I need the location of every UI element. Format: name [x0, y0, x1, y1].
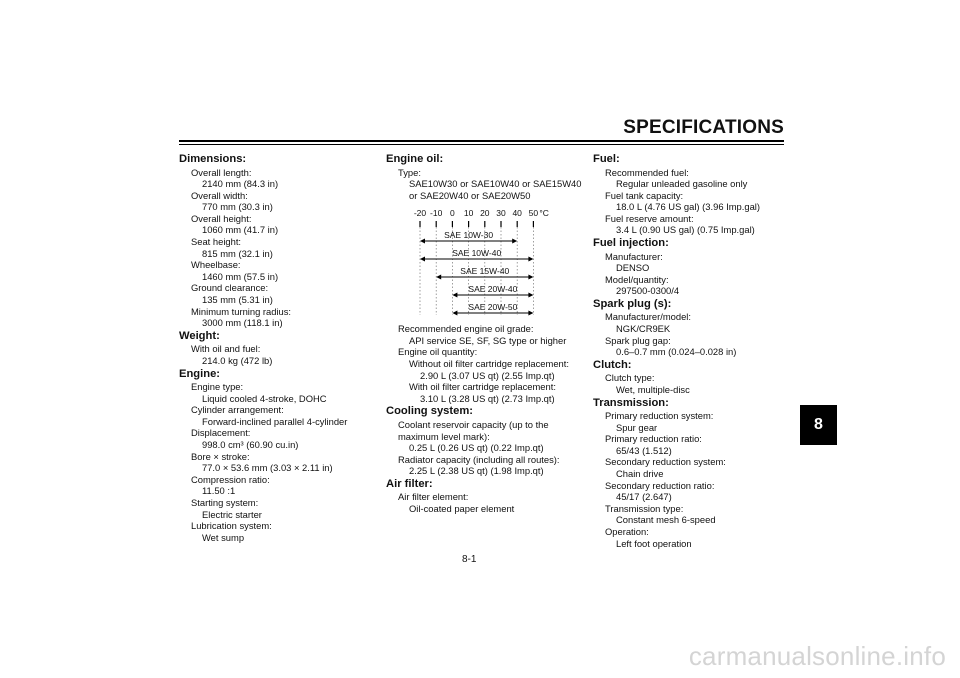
spec-line: 65/43 (1.512) — [616, 444, 672, 456]
spec-line: Wet, multiple-disc — [616, 383, 690, 395]
spec-line: 3.4 L (0.90 US gal) (0.75 Imp.gal) — [616, 224, 755, 236]
spec-line: Fuel reserve amount: — [605, 212, 694, 224]
spec-line: 2.25 L (2.38 US qt) (1.98 Imp.qt) — [409, 465, 544, 477]
spec-line: Constant mesh 6-speed — [616, 514, 716, 526]
oil-details-section — [386, 323, 586, 514]
chart-tick-label: 0 — [450, 208, 455, 219]
section-heading: Weight: — [179, 329, 220, 342]
column-left — [179, 152, 364, 543]
chart-tick-label: 30 — [496, 208, 506, 219]
chart-unit-label: °C — [539, 208, 549, 219]
spec-line: Primary reduction ratio: — [605, 433, 702, 445]
spec-line: 1060 mm (41.7 in) — [202, 224, 279, 236]
spec-line: Engine type: — [191, 381, 244, 392]
spec-line: Left foot operation — [616, 537, 692, 549]
page-title: SPECIFICATIONS — [623, 117, 784, 138]
spec-line: 0.25 L (0.26 US qt) (0.22 Imp.qt) — [409, 442, 544, 454]
spec-line: Regular unleaded gasoline only — [616, 178, 748, 190]
spec-line: 18.0 L (4.76 US gal) (3.96 Imp.gal) — [616, 201, 760, 213]
spec-line: With oil filter cartridge replacement: — [409, 381, 556, 393]
spec-line: 3000 mm (118.1 in) — [202, 317, 283, 329]
spec-line: Recommended engine oil grade: — [398, 323, 534, 335]
spec-line: Type: — [398, 166, 421, 178]
spec-line: Oil-coated paper element — [409, 503, 515, 514]
chart-arrow-right — [528, 275, 533, 280]
spec-line: Recommended fuel: — [605, 166, 689, 178]
spec-line: Without oil filter cartridge replacement: — [409, 358, 569, 370]
column-right — [593, 152, 778, 549]
header-rule — [179, 140, 784, 142]
spec-line: API service SE, SF, SG type or higher — [409, 334, 567, 346]
spec-line: Model/quantity: — [605, 273, 669, 285]
section-heading: Air filter: — [386, 477, 433, 490]
chart-grade-label: SAE 10W-30 — [444, 230, 494, 241]
chart-tick-label: 10 — [463, 208, 474, 219]
spec-line: Starting system: — [191, 496, 259, 508]
spec-line: Overall length: — [191, 166, 252, 178]
spec-line: Lubrication system: — [191, 520, 272, 532]
spec-line: 45/17 (2.647) — [616, 491, 672, 503]
chart-tick-label: -20 — [413, 208, 427, 219]
chart-arrow-left — [436, 275, 441, 280]
chart-arrow-right — [512, 239, 517, 244]
section-heading: Fuel: — [593, 153, 620, 165]
chapter-tab[interactable]: 8 — [800, 405, 837, 445]
oil-viscosity-chart — [398, 207, 568, 319]
spec-line: Ground clearance: — [191, 282, 269, 294]
section-heading: Engine: — [179, 367, 221, 380]
chart-grade-label: SAE 15W-40 — [460, 266, 510, 277]
spec-line: With oil and fuel: — [191, 343, 261, 355]
spec-line: Spur gear — [616, 421, 658, 433]
section-heading: Dimensions: — [179, 153, 247, 165]
header-rule-thin — [179, 144, 784, 145]
chart-tick-label: -10 — [430, 208, 443, 219]
spec-line: Primary reduction system: — [605, 410, 714, 421]
spec-line: 998.0 cm³ (60.90 cu.in) — [202, 438, 299, 450]
spec-line: 2.90 L (3.07 US qt) (2.55 Imp.qt) — [420, 369, 555, 381]
spec-line: 2140 mm (84.3 in) — [202, 178, 279, 190]
spec-line: Manufacturer/model: — [605, 311, 691, 323]
spec-line: DENSO — [616, 262, 650, 274]
spec-line: Wet sump — [202, 531, 245, 543]
spec-line: Spark plug gap: — [605, 334, 671, 346]
section-heading: Fuel injection: — [593, 237, 669, 250]
engine-oil-section — [386, 153, 586, 201]
spec-line: Air filter element: — [398, 491, 469, 503]
chart-arrow-left — [452, 293, 457, 298]
spec-line: 11.50 :1 — [202, 485, 236, 497]
spec-line: Bore × stroke: — [191, 450, 250, 462]
spec-line: Electric starter — [202, 508, 262, 520]
chart-grade-label: SAE 20W-50 — [468, 302, 518, 313]
spec-line: Radiator capacity (including all routes): — [398, 453, 560, 465]
spec-line: Manufacturer: — [605, 250, 663, 262]
spec-line: Chain drive — [616, 467, 664, 479]
section-heading: Clutch: — [593, 358, 632, 371]
spec-line: Transmission type: — [605, 502, 684, 514]
spec-line: Operation: — [605, 525, 649, 537]
section-heading: Engine oil: — [386, 153, 444, 165]
spec-line: 135 mm (5.31 in) — [202, 294, 273, 306]
chart-tick-label: 20 — [480, 208, 490, 219]
spec-line: 297500-0300/4 — [616, 285, 680, 297]
spec-line: 815 mm (32.1 in) — [202, 247, 273, 259]
spec-line: 214.0 kg (472 lb) — [202, 354, 273, 366]
spec-line: 1460 mm (57.5 in) — [202, 270, 279, 282]
spec-line: Overall height: — [191, 212, 252, 224]
spec-line: Secondary reduction ratio: — [605, 479, 715, 491]
spec-line: maximum level mark): — [398, 430, 490, 442]
chart-arrow-right — [528, 257, 533, 262]
spec-line: Forward-inclined parallel 4-cylinder — [202, 415, 348, 427]
chart-arrow-right — [528, 311, 533, 316]
spec-line: Overall width: — [191, 189, 248, 201]
spec-line: 0.6–0.7 mm (0.024–0.028 in) — [616, 346, 737, 358]
spec-line: Liquid cooled 4-stroke, DOHC — [202, 392, 327, 404]
spec-line: Fuel tank capacity: — [605, 189, 684, 201]
chart-tick-label: 50 — [528, 208, 539, 219]
section-heading: Spark plug (s): — [593, 297, 672, 310]
page-number: 8-1 — [462, 554, 477, 565]
chart-arrow-left — [452, 311, 457, 316]
section-heading: Transmission: — [593, 396, 669, 409]
spec-line: Minimum turning radius: — [191, 305, 292, 317]
chart-tick-label: 40 — [512, 208, 522, 219]
spec-line: NGK/CR9EK — [616, 323, 671, 335]
spec-line: SAE10W30 or SAE10W40 or SAE15W40 — [409, 178, 582, 190]
spec-line: Seat height: — [191, 236, 242, 248]
chart-arrow-left — [420, 257, 425, 262]
column-middle — [386, 152, 586, 515]
spec-line: Displacement: — [191, 427, 251, 439]
section-heading: Cooling system: — [386, 405, 474, 418]
chart-grade-label: SAE 10W-40 — [452, 248, 502, 259]
spec-line: 770 mm (30.3 in) — [202, 201, 273, 213]
chart-grade-label: SAE 20W-40 — [468, 284, 518, 295]
chart-arrow-right — [528, 293, 533, 298]
chart-arrow-left — [420, 239, 425, 244]
spec-line: or SAE20W40 or SAE20W50 — [409, 189, 531, 201]
watermark: carmanualsonline.info — [688, 641, 946, 671]
spec-line: Wheelbase: — [191, 259, 241, 271]
spec-line: Clutch type: — [605, 372, 655, 384]
spec-line: Engine oil quantity: — [398, 346, 478, 358]
spec-line: Compression ratio: — [191, 473, 270, 485]
spec-line: Secondary reduction system: — [605, 456, 726, 468]
spec-line: Cylinder arrangement: — [191, 404, 284, 416]
spec-line: Coolant reservoir capacity (up to the — [398, 418, 549, 430]
spec-line: 3.10 L (3.28 US qt) (2.73 Imp.qt) — [420, 392, 555, 404]
spec-line: 77.0 × 53.6 mm (3.03 × 2.11 in) — [202, 462, 333, 474]
